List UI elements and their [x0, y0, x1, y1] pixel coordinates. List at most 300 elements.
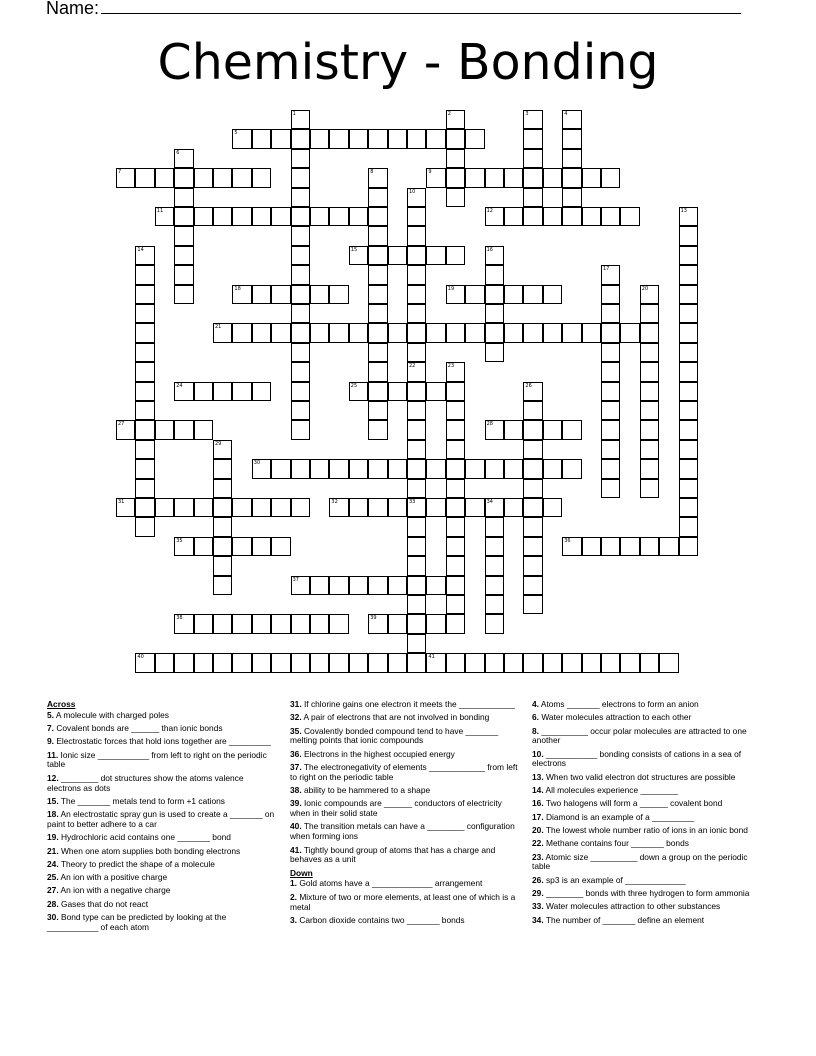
grid-cell[interactable]: [485, 576, 504, 595]
grid-cell[interactable]: [291, 401, 310, 420]
grid-cell[interactable]: [465, 168, 484, 187]
grid-cell[interactable]: [543, 168, 562, 187]
grid-cell[interactable]: [504, 653, 523, 672]
grid-cell[interactable]: [485, 246, 504, 265]
grid-cell[interactable]: [349, 653, 368, 672]
grid-cell[interactable]: [523, 440, 542, 459]
grid-cell[interactable]: [271, 207, 290, 226]
grid-cell[interactable]: [368, 188, 387, 207]
grid-cell[interactable]: [446, 110, 465, 129]
grid-cell[interactable]: [465, 459, 484, 478]
grid-cell[interactable]: [504, 207, 523, 226]
grid-cell[interactable]: [485, 168, 504, 187]
grid-cell[interactable]: [523, 459, 542, 478]
grid-cell[interactable]: [174, 653, 193, 672]
grid-cell[interactable]: [504, 420, 523, 439]
grid-cell[interactable]: [601, 304, 620, 323]
grid-cell[interactable]: [329, 576, 348, 595]
grid-cell[interactable]: [135, 343, 154, 362]
grid-cell[interactable]: [368, 653, 387, 672]
grid-cell[interactable]: [407, 420, 426, 439]
grid-cell[interactable]: [407, 226, 426, 245]
grid-cell[interactable]: [174, 614, 193, 633]
grid-cell[interactable]: [252, 653, 271, 672]
grid-cell[interactable]: [679, 382, 698, 401]
grid-cell[interactable]: [407, 537, 426, 556]
grid-cell[interactable]: [640, 401, 659, 420]
grid-cell[interactable]: [174, 498, 193, 517]
grid-cell[interactable]: [640, 323, 659, 342]
grid-cell[interactable]: [679, 285, 698, 304]
grid-cell[interactable]: [543, 285, 562, 304]
grid-cell[interactable]: [407, 498, 426, 517]
grid-cell[interactable]: [562, 110, 581, 129]
grid-cell[interactable]: [659, 653, 678, 672]
grid-cell[interactable]: [446, 362, 465, 381]
grid-cell[interactable]: [407, 207, 426, 226]
grid-cell[interactable]: [329, 614, 348, 633]
grid-cell[interactable]: [523, 207, 542, 226]
grid-cell[interactable]: [523, 110, 542, 129]
grid-cell[interactable]: [407, 459, 426, 478]
grid-cell[interactable]: [388, 323, 407, 342]
grid-cell[interactable]: [388, 459, 407, 478]
grid-cell[interactable]: [601, 479, 620, 498]
grid-cell[interactable]: [601, 420, 620, 439]
grid-cell[interactable]: [543, 459, 562, 478]
grid-cell[interactable]: [679, 265, 698, 284]
grid-cell[interactable]: [213, 382, 232, 401]
grid-cell[interactable]: [291, 149, 310, 168]
grid-cell[interactable]: [194, 653, 213, 672]
grid-cell[interactable]: [601, 459, 620, 478]
grid-cell[interactable]: [523, 498, 542, 517]
grid-cell[interactable]: [446, 285, 465, 304]
grid-cell[interactable]: [174, 537, 193, 556]
grid-cell[interactable]: [252, 168, 271, 187]
grid-cell[interactable]: [407, 129, 426, 148]
grid-cell[interactable]: [310, 576, 329, 595]
grid-cell[interactable]: [523, 576, 542, 595]
grid-cell[interactable]: [446, 653, 465, 672]
grid-cell[interactable]: [562, 323, 581, 342]
grid-cell[interactable]: [174, 149, 193, 168]
grid-cell[interactable]: [426, 129, 445, 148]
grid-cell[interactable]: [388, 129, 407, 148]
grid-cell[interactable]: [485, 304, 504, 323]
grid-cell[interactable]: [271, 285, 290, 304]
grid-cell[interactable]: [368, 576, 387, 595]
grid-cell[interactable]: [329, 285, 348, 304]
grid-cell[interactable]: [213, 498, 232, 517]
grid-cell[interactable]: [620, 323, 639, 342]
grid-cell[interactable]: [388, 653, 407, 672]
grid-cell[interactable]: [291, 265, 310, 284]
grid-cell[interactable]: [562, 420, 581, 439]
grid-cell[interactable]: [426, 459, 445, 478]
grid-cell[interactable]: [232, 614, 251, 633]
grid-cell[interactable]: [388, 614, 407, 633]
grid-cell[interactable]: [601, 362, 620, 381]
grid-cell[interactable]: [174, 207, 193, 226]
grid-cell[interactable]: [485, 517, 504, 536]
grid-cell[interactable]: [426, 576, 445, 595]
grid-cell[interactable]: [135, 304, 154, 323]
grid-cell[interactable]: [446, 576, 465, 595]
grid-cell[interactable]: [640, 343, 659, 362]
grid-cell[interactable]: [679, 323, 698, 342]
grid-cell[interactable]: [291, 420, 310, 439]
grid-cell[interactable]: [446, 517, 465, 536]
grid-cell[interactable]: [504, 323, 523, 342]
grid-cell[interactable]: [329, 653, 348, 672]
grid-cell[interactable]: [174, 168, 193, 187]
grid-cell[interactable]: [407, 401, 426, 420]
grid-cell[interactable]: [620, 653, 639, 672]
grid-cell[interactable]: [291, 653, 310, 672]
grid-cell[interactable]: [426, 382, 445, 401]
grid-cell[interactable]: [562, 207, 581, 226]
grid-cell[interactable]: [485, 537, 504, 556]
grid-cell[interactable]: [601, 537, 620, 556]
grid-cell[interactable]: [426, 323, 445, 342]
grid-cell[interactable]: [135, 420, 154, 439]
grid-cell[interactable]: [446, 382, 465, 401]
grid-cell[interactable]: [232, 653, 251, 672]
grid-cell[interactable]: [271, 653, 290, 672]
grid-cell[interactable]: [232, 537, 251, 556]
grid-cell[interactable]: [368, 265, 387, 284]
grid-cell[interactable]: [407, 323, 426, 342]
grid-cell[interactable]: [426, 246, 445, 265]
grid-cell[interactable]: [582, 168, 601, 187]
grid-cell[interactable]: [446, 323, 465, 342]
grid-cell[interactable]: [407, 517, 426, 536]
grid-cell[interactable]: [388, 382, 407, 401]
grid-cell[interactable]: [601, 401, 620, 420]
grid-cell[interactable]: [523, 420, 542, 439]
grid-cell[interactable]: [640, 440, 659, 459]
grid-cell[interactable]: [116, 420, 135, 439]
grid-cell[interactable]: [213, 537, 232, 556]
grid-cell[interactable]: [232, 207, 251, 226]
grid-cell[interactable]: [291, 614, 310, 633]
grid-cell[interactable]: [252, 129, 271, 148]
grid-cell[interactable]: [601, 323, 620, 342]
grid-cell[interactable]: [679, 343, 698, 362]
grid-cell[interactable]: [562, 653, 581, 672]
grid-cell[interactable]: [523, 517, 542, 536]
grid-cell[interactable]: [446, 614, 465, 633]
grid-cell[interactable]: [407, 362, 426, 381]
grid-cell[interactable]: [465, 498, 484, 517]
grid-cell[interactable]: [640, 459, 659, 478]
grid-cell[interactable]: [291, 498, 310, 517]
grid-cell[interactable]: [601, 440, 620, 459]
grid-cell[interactable]: [135, 479, 154, 498]
grid-cell[interactable]: [582, 323, 601, 342]
grid-cell[interactable]: [271, 323, 290, 342]
grid-cell[interactable]: [252, 382, 271, 401]
grid-cell[interactable]: [407, 653, 426, 672]
grid-cell[interactable]: [582, 537, 601, 556]
grid-cell[interactable]: [310, 285, 329, 304]
grid-cell[interactable]: [368, 168, 387, 187]
grid-cell[interactable]: [368, 285, 387, 304]
grid-cell[interactable]: [523, 285, 542, 304]
grid-cell[interactable]: [523, 595, 542, 614]
grid-cell[interactable]: [523, 149, 542, 168]
grid-cell[interactable]: [407, 246, 426, 265]
grid-cell[interactable]: [135, 168, 154, 187]
grid-cell[interactable]: [194, 207, 213, 226]
grid-cell[interactable]: [388, 246, 407, 265]
grid-cell[interactable]: [291, 129, 310, 148]
grid-cell[interactable]: [446, 149, 465, 168]
grid-cell[interactable]: [601, 168, 620, 187]
grid-cell[interactable]: [368, 498, 387, 517]
grid-cell[interactable]: [446, 459, 465, 478]
grid-cell[interactable]: [368, 362, 387, 381]
grid-cell[interactable]: [504, 459, 523, 478]
grid-cell[interactable]: [426, 498, 445, 517]
grid-cell[interactable]: [252, 614, 271, 633]
grid-cell[interactable]: [679, 498, 698, 517]
grid-cell[interactable]: [543, 207, 562, 226]
grid-cell[interactable]: [349, 129, 368, 148]
grid-cell[interactable]: [407, 285, 426, 304]
grid-cell[interactable]: [679, 517, 698, 536]
grid-cell[interactable]: [155, 207, 174, 226]
grid-cell[interactable]: [329, 129, 348, 148]
grid-cell[interactable]: [213, 517, 232, 536]
grid-cell[interactable]: [368, 614, 387, 633]
grid-cell[interactable]: [194, 420, 213, 439]
grid-cell[interactable]: [135, 498, 154, 517]
grid-cell[interactable]: [174, 226, 193, 245]
grid-cell[interactable]: [562, 149, 581, 168]
grid-cell[interactable]: [213, 576, 232, 595]
grid-cell[interactable]: [349, 323, 368, 342]
grid-cell[interactable]: [213, 323, 232, 342]
grid-cell[interactable]: [368, 226, 387, 245]
grid-cell[interactable]: [679, 246, 698, 265]
grid-cell[interactable]: [194, 498, 213, 517]
grid-cell[interactable]: [679, 479, 698, 498]
grid-cell[interactable]: [252, 323, 271, 342]
grid-cell[interactable]: [174, 382, 193, 401]
grid-cell[interactable]: [679, 401, 698, 420]
grid-cell[interactable]: [407, 343, 426, 362]
grid-cell[interactable]: [271, 129, 290, 148]
grid-cell[interactable]: [485, 343, 504, 362]
grid-cell[interactable]: [679, 362, 698, 381]
grid-cell[interactable]: [620, 207, 639, 226]
grid-cell[interactable]: [135, 459, 154, 478]
grid-cell[interactable]: [135, 517, 154, 536]
grid-cell[interactable]: [388, 498, 407, 517]
grid-cell[interactable]: [135, 285, 154, 304]
grid-cell[interactable]: [407, 595, 426, 614]
grid-cell[interactable]: [446, 440, 465, 459]
grid-cell[interactable]: [329, 459, 348, 478]
grid-cell[interactable]: [310, 614, 329, 633]
grid-cell[interactable]: [135, 265, 154, 284]
grid-cell[interactable]: [174, 188, 193, 207]
grid-cell[interactable]: [213, 207, 232, 226]
grid-cell[interactable]: [407, 265, 426, 284]
grid-cell[interactable]: [232, 285, 251, 304]
grid-cell[interactable]: [291, 459, 310, 478]
grid-cell[interactable]: [485, 420, 504, 439]
grid-cell[interactable]: [640, 653, 659, 672]
grid-cell[interactable]: [485, 498, 504, 517]
grid-cell[interactable]: [368, 382, 387, 401]
grid-cell[interactable]: [426, 653, 445, 672]
grid-cell[interactable]: [329, 323, 348, 342]
grid-cell[interactable]: [465, 129, 484, 148]
grid-cell[interactable]: [407, 304, 426, 323]
grid-cell[interactable]: [465, 653, 484, 672]
grid-cell[interactable]: [271, 459, 290, 478]
grid-cell[interactable]: [349, 207, 368, 226]
grid-cell[interactable]: [213, 479, 232, 498]
grid-cell[interactable]: [446, 420, 465, 439]
grid-cell[interactable]: [640, 285, 659, 304]
grid-cell[interactable]: [291, 382, 310, 401]
grid-cell[interactable]: [523, 188, 542, 207]
grid-cell[interactable]: [232, 129, 251, 148]
grid-cell[interactable]: [446, 401, 465, 420]
grid-cell[interactable]: [523, 479, 542, 498]
grid-cell[interactable]: [349, 576, 368, 595]
grid-cell[interactable]: [446, 129, 465, 148]
grid-cell[interactable]: [368, 207, 387, 226]
grid-cell[interactable]: [407, 479, 426, 498]
grid-cell[interactable]: [232, 168, 251, 187]
grid-cell[interactable]: [368, 129, 387, 148]
grid-cell[interactable]: [407, 188, 426, 207]
grid-cell[interactable]: [485, 556, 504, 575]
grid-cell[interactable]: [368, 246, 387, 265]
grid-cell[interactable]: [135, 382, 154, 401]
grid-cell[interactable]: [368, 459, 387, 478]
grid-cell[interactable]: [582, 653, 601, 672]
grid-cell[interactable]: [213, 168, 232, 187]
grid-cell[interactable]: [485, 459, 504, 478]
grid-cell[interactable]: [504, 285, 523, 304]
grid-cell[interactable]: [271, 537, 290, 556]
grid-cell[interactable]: [523, 168, 542, 187]
grid-cell[interactable]: [485, 614, 504, 633]
grid-cell[interactable]: [388, 576, 407, 595]
grid-cell[interactable]: [194, 382, 213, 401]
grid-cell[interactable]: [368, 401, 387, 420]
grid-cell[interactable]: [291, 323, 310, 342]
grid-cell[interactable]: [562, 459, 581, 478]
grid-cell[interactable]: [446, 479, 465, 498]
grid-cell[interactable]: [446, 168, 465, 187]
grid-cell[interactable]: [446, 595, 465, 614]
grid-cell[interactable]: [252, 207, 271, 226]
grid-cell[interactable]: [465, 323, 484, 342]
grid-cell[interactable]: [252, 537, 271, 556]
grid-cell[interactable]: [252, 498, 271, 517]
grid-cell[interactable]: [679, 420, 698, 439]
grid-cell[interactable]: [194, 168, 213, 187]
grid-cell[interactable]: [368, 323, 387, 342]
grid-cell[interactable]: [640, 420, 659, 439]
grid-cell[interactable]: [446, 246, 465, 265]
grid-cell[interactable]: [562, 537, 581, 556]
grid-cell[interactable]: [135, 401, 154, 420]
grid-cell[interactable]: [116, 498, 135, 517]
grid-cell[interactable]: [407, 614, 426, 633]
grid-cell[interactable]: [135, 246, 154, 265]
grid-cell[interactable]: [310, 207, 329, 226]
grid-cell[interactable]: [213, 440, 232, 459]
grid-cell[interactable]: [310, 459, 329, 478]
grid-cell[interactable]: [504, 498, 523, 517]
grid-cell[interactable]: [291, 304, 310, 323]
grid-cell[interactable]: [349, 382, 368, 401]
grid-cell[interactable]: [640, 479, 659, 498]
grid-cell[interactable]: [232, 382, 251, 401]
grid-cell[interactable]: [640, 382, 659, 401]
grid-cell[interactable]: [135, 653, 154, 672]
grid-cell[interactable]: [679, 459, 698, 478]
grid-cell[interactable]: [523, 401, 542, 420]
grid-cell[interactable]: [485, 595, 504, 614]
grid-cell[interactable]: [291, 246, 310, 265]
grid-cell[interactable]: [601, 285, 620, 304]
grid-cell[interactable]: [291, 110, 310, 129]
grid-cell[interactable]: [252, 285, 271, 304]
grid-cell[interactable]: [523, 382, 542, 401]
grid-cell[interactable]: [291, 188, 310, 207]
grid-cell[interactable]: [135, 323, 154, 342]
grid-cell[interactable]: [271, 614, 290, 633]
grid-cell[interactable]: [485, 285, 504, 304]
grid-cell[interactable]: [174, 265, 193, 284]
grid-cell[interactable]: [232, 323, 251, 342]
grid-cell[interactable]: [523, 556, 542, 575]
grid-cell[interactable]: [446, 556, 465, 575]
grid-cell[interactable]: [174, 420, 193, 439]
grid-cell[interactable]: [116, 168, 135, 187]
grid-cell[interactable]: [601, 265, 620, 284]
grid-cell[interactable]: [620, 537, 639, 556]
grid-cell[interactable]: [407, 440, 426, 459]
grid-cell[interactable]: [213, 614, 232, 633]
grid-cell[interactable]: [155, 168, 174, 187]
grid-cell[interactable]: [155, 498, 174, 517]
grid-cell[interactable]: [679, 537, 698, 556]
grid-cell[interactable]: [485, 323, 504, 342]
grid-cell[interactable]: [213, 556, 232, 575]
grid-cell[interactable]: [368, 343, 387, 362]
grid-cell[interactable]: [659, 537, 678, 556]
grid-cell[interactable]: [155, 420, 174, 439]
grid-cell[interactable]: [679, 304, 698, 323]
grid-cell[interactable]: [174, 285, 193, 304]
grid-cell[interactable]: [485, 207, 504, 226]
grid-cell[interactable]: [329, 498, 348, 517]
grid-cell[interactable]: [135, 362, 154, 381]
grid-cell[interactable]: [213, 653, 232, 672]
grid-cell[interactable]: [543, 498, 562, 517]
grid-cell[interactable]: [349, 459, 368, 478]
